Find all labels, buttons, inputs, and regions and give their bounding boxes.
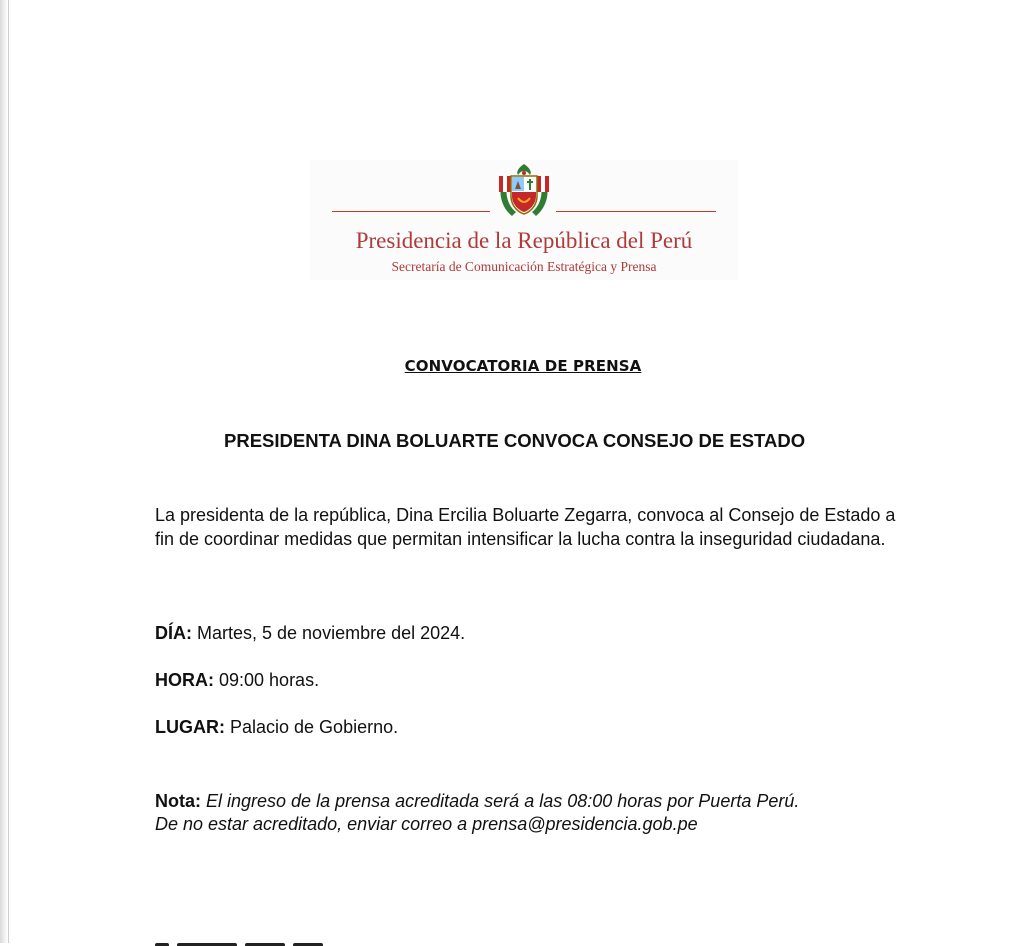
letterhead-rule-left: [332, 211, 490, 212]
letterhead-rule-right: [556, 211, 716, 212]
crest-palm: [517, 164, 531, 175]
place-label: LUGAR:: [155, 717, 225, 737]
peru-coat-of-arms-icon: [496, 162, 552, 222]
time-value: 09:00 horas.: [214, 670, 320, 690]
day-value: Martes, 5 de noviembre del 2024.: [192, 623, 466, 643]
day-field: [155, 623, 465, 644]
place-value: Palacio de Gobierno.: [225, 717, 399, 737]
page-border: [8, 0, 9, 943]
day-label: DÍA:: [155, 623, 192, 643]
place-field: [155, 717, 398, 738]
note-line-1: El ingreso de la prensa acreditada será a las 08:00 horas por Puerta Perú.: [201, 791, 800, 811]
note-block: [155, 790, 955, 836]
note-label: Nota:: [155, 791, 201, 811]
time-field: [155, 670, 319, 691]
letterhead: [310, 160, 738, 280]
page-shadow: [0, 0, 8, 943]
letterhead-subtitle: Secretaría de Comunicación Estratégica y Prensa: [391, 259, 657, 274]
press-headline: PRESIDENTA DINA BOLUARTE CONVOCA CONSEJO DE ESTADO: [224, 430, 806, 451]
note-line-2: De no estar acreditado, enviar correo a prensa@presidencia.gob.pe: [155, 814, 698, 834]
cut-off-text: [155, 934, 385, 946]
time-label: HORA:: [155, 670, 214, 690]
crest-shield: [511, 176, 537, 214]
document-type: CONVOCATORIA DE PRENSA: [404, 357, 642, 375]
letterhead-title: Presidencia de la República del Perú: [355, 228, 693, 253]
press-body: La presidenta de la república, Dina Ercilia Boluarte Zegarra, convoca al Consejo de Estado a fin de coordinar medidas que permitan intensificar la lucha contra la inseguridad ciudadana.: [155, 505, 896, 549]
